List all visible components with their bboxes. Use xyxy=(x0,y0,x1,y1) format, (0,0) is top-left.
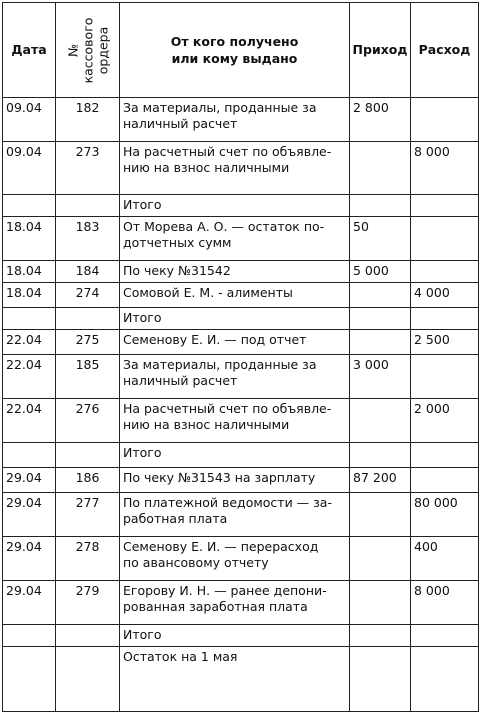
cell-expense xyxy=(411,261,479,283)
cell-description xyxy=(120,581,350,625)
cell-expense: 8 000 xyxy=(411,142,479,195)
description-line: Семенову Е. И. — перерасход xyxy=(123,539,319,554)
cell-income xyxy=(350,493,411,537)
cell-description xyxy=(120,537,350,581)
cell-income xyxy=(350,330,411,355)
cell-income xyxy=(350,142,411,195)
cell-order-number xyxy=(56,195,120,217)
cell-date xyxy=(3,625,56,647)
table-row xyxy=(3,308,479,330)
description-line: Итого xyxy=(123,197,162,212)
cell-description xyxy=(120,468,350,493)
cell-income: 87 200 xyxy=(350,468,411,493)
header-order-text xyxy=(65,17,110,83)
cell-expense xyxy=(411,647,479,712)
cell-income xyxy=(350,283,411,308)
header-description-line: От кого получено xyxy=(170,34,299,49)
cell-date xyxy=(3,195,56,217)
table-body xyxy=(3,98,479,712)
table-row xyxy=(3,261,479,283)
table-row xyxy=(3,647,479,712)
description-line: Итого xyxy=(123,627,162,642)
cell-order-number: 275 xyxy=(56,330,120,355)
cell-description xyxy=(120,443,350,468)
cell-description xyxy=(120,493,350,537)
table-row xyxy=(3,493,479,537)
description-line: работная плата xyxy=(123,511,228,526)
cell-order-number xyxy=(56,625,120,647)
cell-income xyxy=(350,647,411,712)
cell-expense: 4 000 xyxy=(411,283,479,308)
cell-date: 29.04 xyxy=(3,468,56,493)
table-row xyxy=(3,217,479,261)
cell-order-number: 183 xyxy=(56,217,120,261)
description-line: по авансовому отчету xyxy=(123,555,269,570)
table-row xyxy=(3,355,479,399)
description-line: На расчетный счет по объявле- xyxy=(123,144,332,159)
cell-order-number: 276 xyxy=(56,399,120,443)
cell-expense xyxy=(411,468,479,493)
cell-description xyxy=(120,355,350,399)
description-line: За материалы, проданные за xyxy=(123,357,317,372)
cell-date: 22.04 xyxy=(3,399,56,443)
table-row xyxy=(3,443,479,468)
cell-date: 09.04 xyxy=(3,98,56,142)
cell-expense: 8 000 xyxy=(411,581,479,625)
cell-expense: 2 000 xyxy=(411,399,479,443)
description-line: По платежной ведомости — за- xyxy=(123,495,332,510)
cell-date: 29.04 xyxy=(3,537,56,581)
description-line: наличный расчет xyxy=(123,373,238,388)
table-row xyxy=(3,537,479,581)
header-row xyxy=(3,3,479,98)
cell-description xyxy=(120,399,350,443)
cell-date: 29.04 xyxy=(3,581,56,625)
cell-order-number: 184 xyxy=(56,261,120,283)
cell-order-number: 186 xyxy=(56,468,120,493)
cell-expense xyxy=(411,217,479,261)
header-expense: Расход xyxy=(411,3,479,98)
cell-expense xyxy=(411,195,479,217)
cell-expense xyxy=(411,308,479,330)
cell-description xyxy=(120,308,350,330)
cell-description xyxy=(120,330,350,355)
cell-date: 29.04 xyxy=(3,493,56,537)
cell-income xyxy=(350,625,411,647)
cell-date: 18.04 xyxy=(3,217,56,261)
cell-date xyxy=(3,647,56,712)
cell-description xyxy=(120,98,350,142)
header-order-line: ордера xyxy=(95,26,110,74)
header-order-number xyxy=(56,3,120,98)
description-line: Семенову Е. И. — под отчет xyxy=(123,332,307,347)
description-line: Итого xyxy=(123,310,162,325)
cell-expense xyxy=(411,443,479,468)
cell-income xyxy=(350,443,411,468)
table-row xyxy=(3,330,479,355)
cell-date: 18.04 xyxy=(3,283,56,308)
table-row xyxy=(3,98,479,142)
description-line: По чеку №31543 на зарплату xyxy=(123,470,316,485)
cell-order-number xyxy=(56,308,120,330)
table-row xyxy=(3,581,479,625)
cell-description xyxy=(120,625,350,647)
description-line: По чеку №31542 xyxy=(123,263,231,278)
cell-order-number: 273 xyxy=(56,142,120,195)
cell-date xyxy=(3,443,56,468)
cell-income: 50 xyxy=(350,217,411,261)
cell-order-number: 274 xyxy=(56,283,120,308)
header-description-line: или кому выдано xyxy=(171,51,298,66)
cell-description xyxy=(120,142,350,195)
cell-expense xyxy=(411,355,479,399)
cell-date xyxy=(3,308,56,330)
description-line: рованная заработная плата xyxy=(123,599,308,614)
cell-order-number: 277 xyxy=(56,493,120,537)
header-order-line: № xyxy=(65,43,80,57)
header-date: Дата xyxy=(3,3,56,98)
description-line: Сомовой Е. М. - алименты xyxy=(123,285,293,300)
header-order-line: кассового xyxy=(80,17,95,83)
cell-order-number: 185 xyxy=(56,355,120,399)
cell-description xyxy=(120,283,350,308)
table-row xyxy=(3,399,479,443)
cell-order-number xyxy=(56,647,120,712)
cell-expense xyxy=(411,625,479,647)
header-income: Приход xyxy=(350,3,411,98)
table-row xyxy=(3,195,479,217)
table-row xyxy=(3,625,479,647)
description-line: нию на взнос наличными xyxy=(123,417,290,432)
cell-income xyxy=(350,581,411,625)
description-line: Итого xyxy=(123,445,162,460)
description-line: Остаток на 1 мая xyxy=(123,649,238,664)
cell-description xyxy=(120,217,350,261)
cell-expense xyxy=(411,98,479,142)
description-line: Егорову И. Н. — ранее депони- xyxy=(123,583,327,598)
cell-expense: 400 xyxy=(411,537,479,581)
description-line: От Морева А. О. — остаток по- xyxy=(123,219,325,234)
description-line: наличный расчет xyxy=(123,116,238,131)
description-line: дотчетных сумм xyxy=(123,235,232,250)
cash-book-table xyxy=(2,2,479,712)
cell-order-number xyxy=(56,443,120,468)
cell-income xyxy=(350,537,411,581)
cell-income: 5 000 xyxy=(350,261,411,283)
cell-income xyxy=(350,308,411,330)
cell-expense: 80 000 xyxy=(411,493,479,537)
cell-order-number: 278 xyxy=(56,537,120,581)
cell-date: 22.04 xyxy=(3,330,56,355)
table-row xyxy=(3,142,479,195)
cell-date: 22.04 xyxy=(3,355,56,399)
cell-income xyxy=(350,195,411,217)
description-line: За материалы, проданные за xyxy=(123,100,317,115)
cell-income xyxy=(350,399,411,443)
cell-income: 2 800 xyxy=(350,98,411,142)
table-row xyxy=(3,283,479,308)
cell-description xyxy=(120,647,350,712)
cell-order-number: 182 xyxy=(56,98,120,142)
cell-description xyxy=(120,195,350,217)
cell-income: 3 000 xyxy=(350,355,411,399)
description-line: На расчетный счет по объявле- xyxy=(123,401,332,416)
cell-expense: 2 500 xyxy=(411,330,479,355)
cell-date: 09.04 xyxy=(3,142,56,195)
cell-description xyxy=(120,261,350,283)
header-description xyxy=(120,3,350,98)
description-line: нию на взнос наличными xyxy=(123,160,290,175)
cell-date: 18.04 xyxy=(3,261,56,283)
cell-order-number: 279 xyxy=(56,581,120,625)
table-row xyxy=(3,468,479,493)
